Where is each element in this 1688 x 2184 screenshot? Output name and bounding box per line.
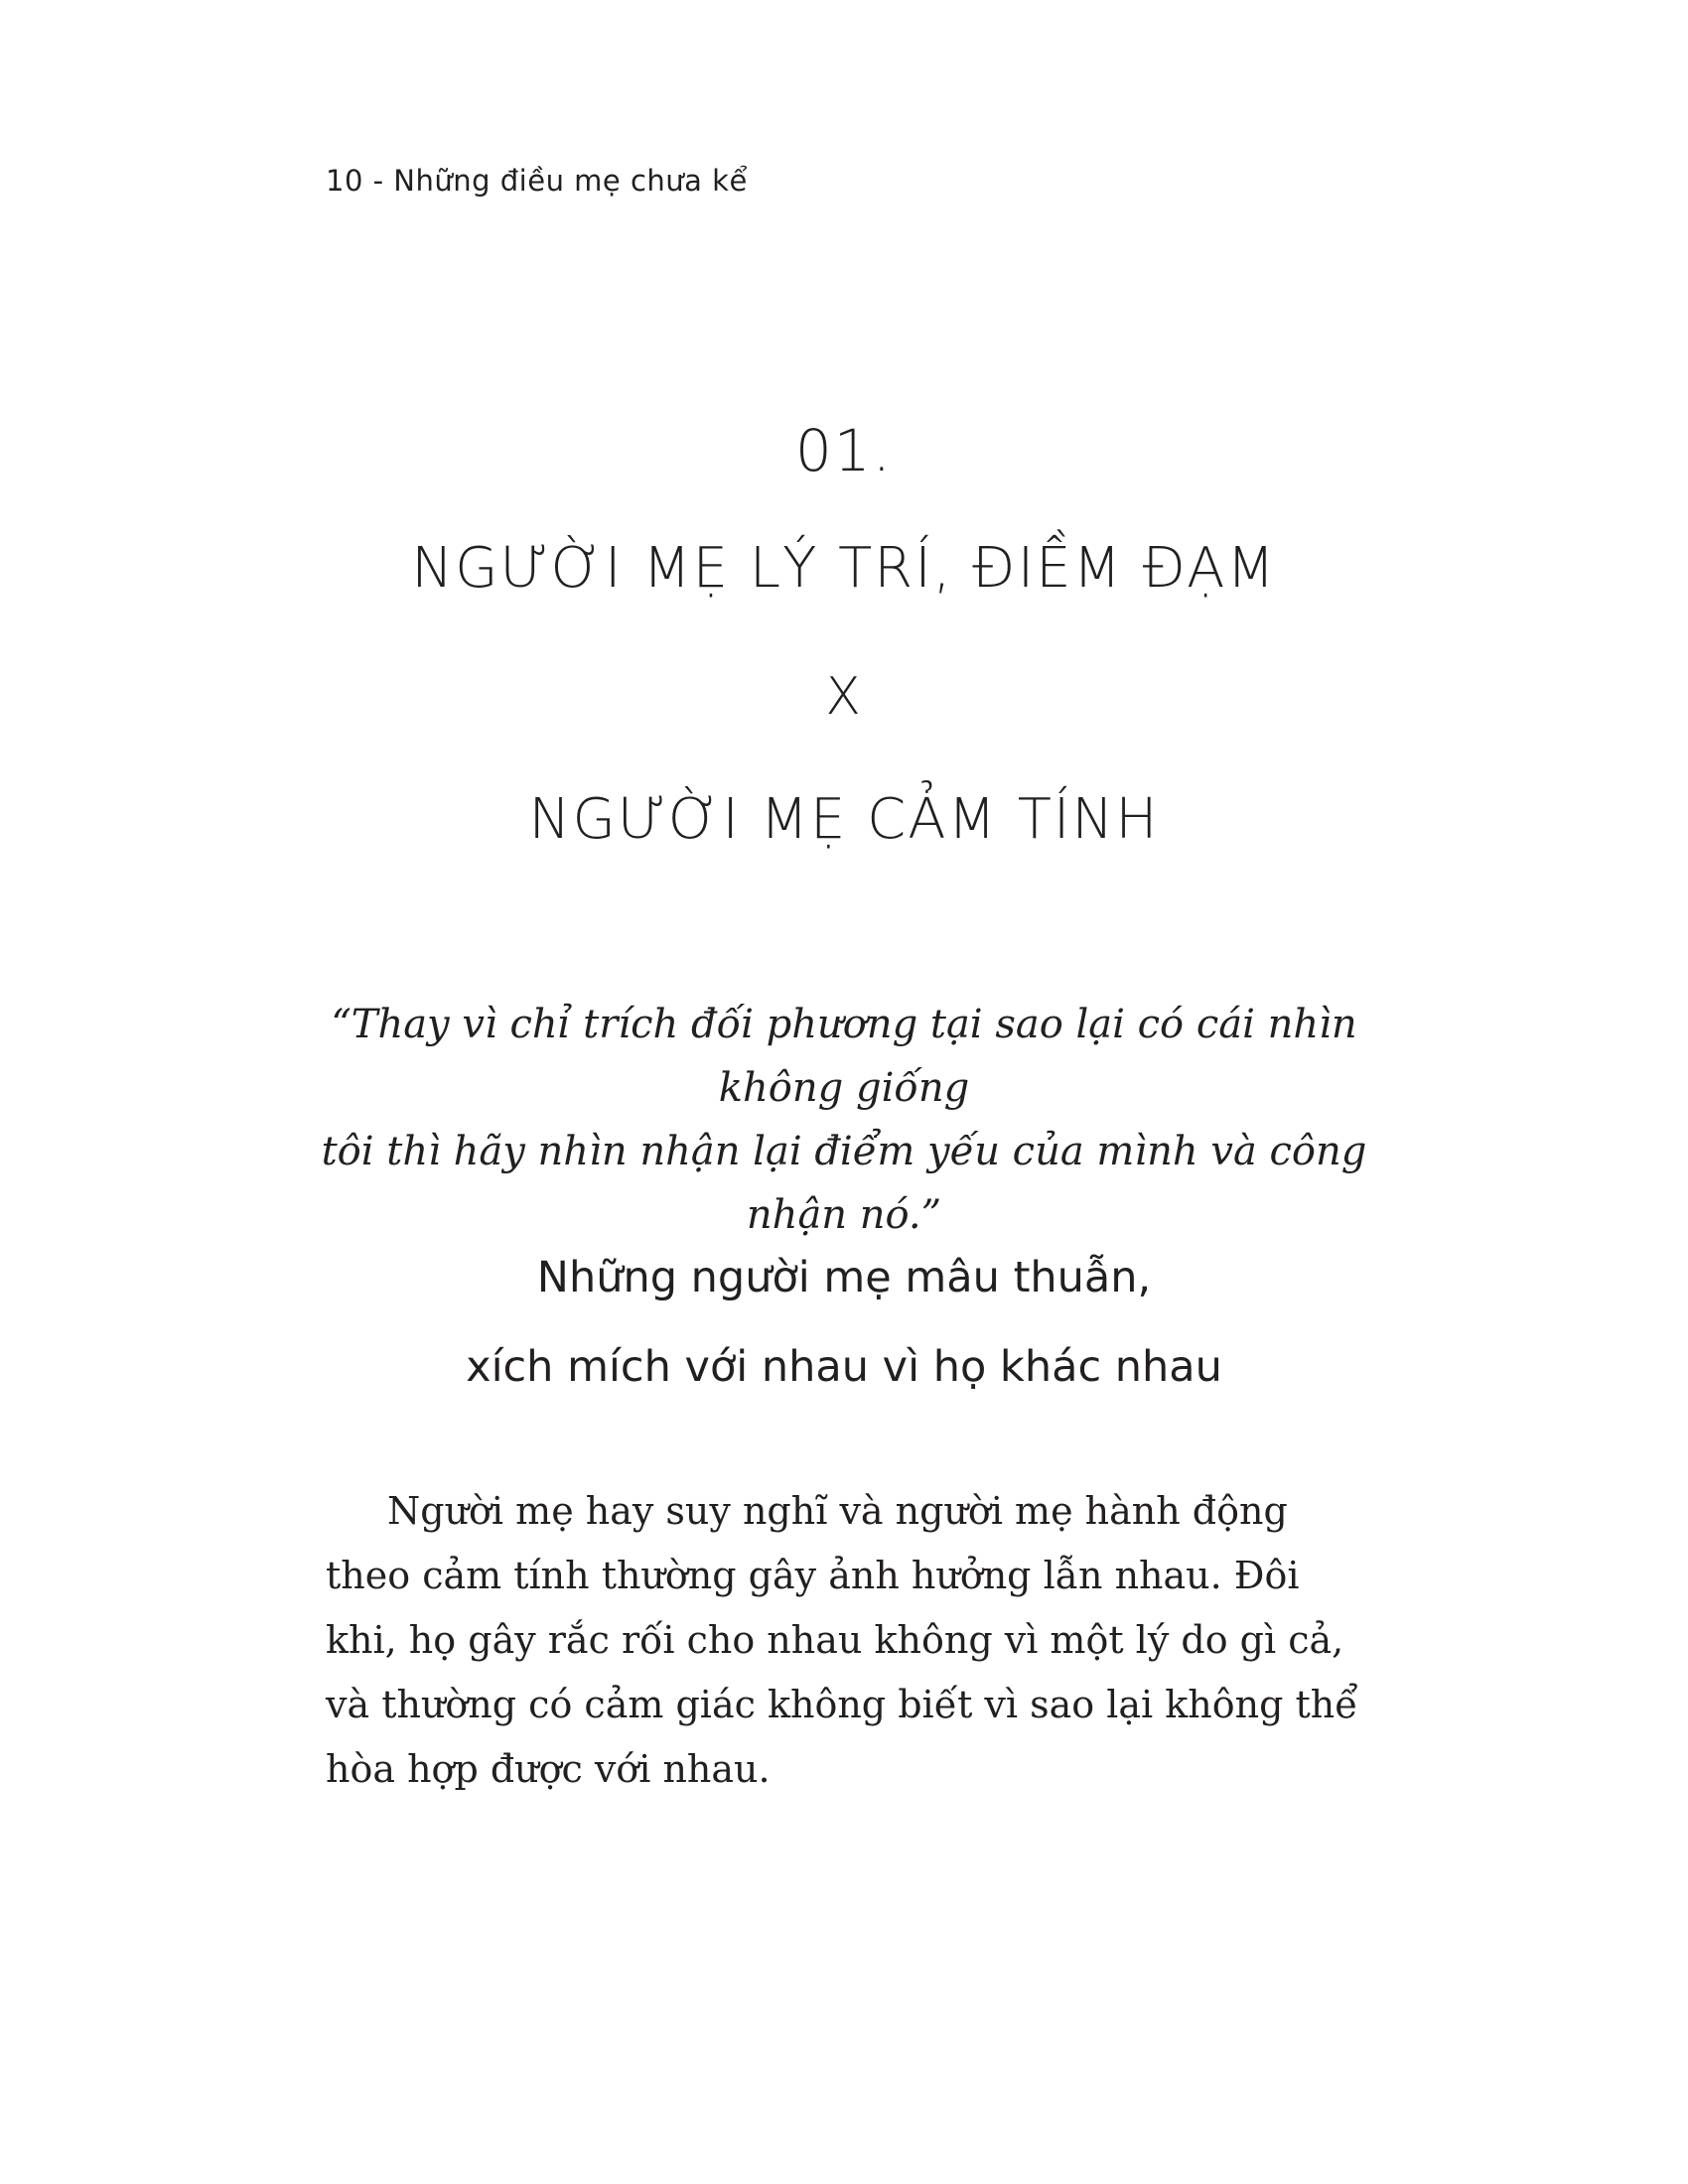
chapter-title-line2: NGƯỜI MẸ CẢM TÍNH: [528, 787, 1160, 852]
quote-line1: “Thay vì chỉ trích đối phương tại sao lại có cái nhìn không giống: [331, 1002, 1357, 1111]
chapter-number: 01.: [794, 417, 894, 484]
section-subheading: [298, 1233, 1390, 1412]
body-paragraph: Người mẹ hay suy nghĩ và người mẹ hành động theo cảm tính thường gây ảnh hưởng lẫn nhau. Đôi khi, họ gây rắc rối cho nhau không vì một lý do gì cả, và thường có cảm giác không biết vì sao lại không thể hòa hợp được với nhau.: [326, 1489, 1358, 1791]
chapter-title-separator: X: [825, 667, 863, 727]
chapter-title-line1: NGƯỜI MẸ LÝ TRÍ, ĐIỀM ĐẠM: [411, 536, 1277, 601]
subheading-line2: xích mích với nhau vì họ khác nhau: [466, 1342, 1222, 1392]
epigraph-quote: [298, 993, 1390, 1247]
running-header: 10 - Những điều mẹ chưa kể: [326, 164, 748, 198]
subheading-line1: Những người mẹ mâu thuẫn,: [536, 1253, 1152, 1302]
quote-line2: tôi thì hãy nhìn nhận lại điểm yếu của mình và công nhận nó.”: [321, 1129, 1367, 1238]
